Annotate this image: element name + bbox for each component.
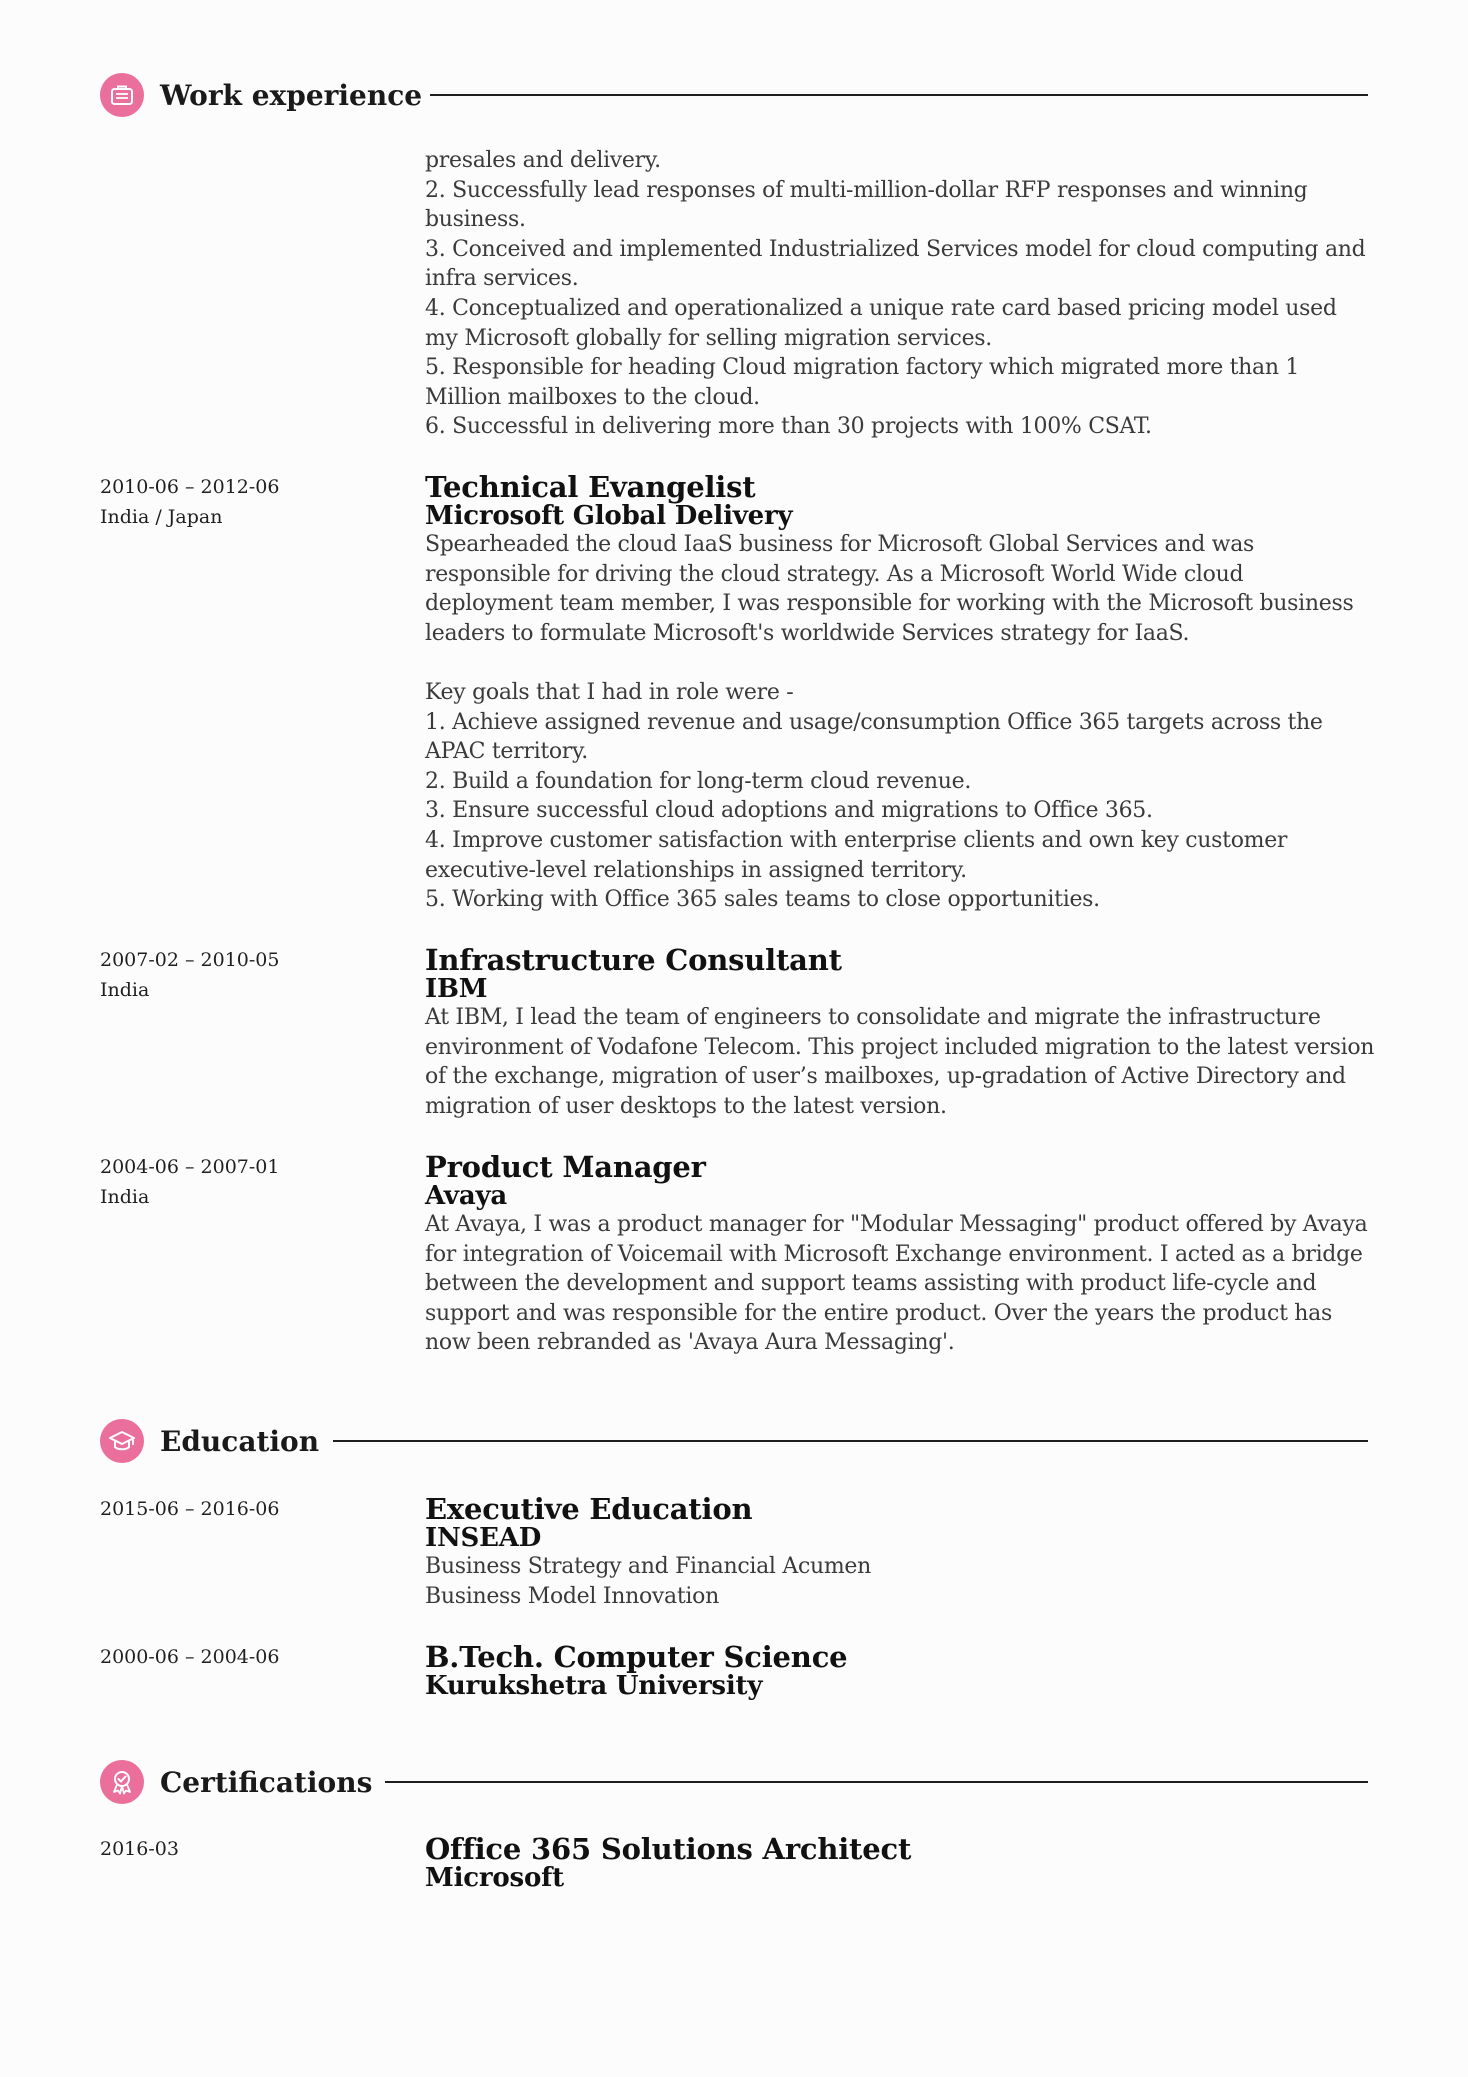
entry-title: Executive Education (425, 1492, 753, 1526)
entry-location: India (100, 1186, 150, 1208)
entry-description: At Avaya, I was a product manager for "Modular Messaging" product offered by Avaya for integration of Voicemail with Microsoft Exchange environment. I acted as a bridge between the development and support teams assisting with product life-cycle and support and was responsible for the entire product. Over the years the product has now been rebranded as 'Avaya Aura Messaging'. (425, 1212, 1368, 1356)
entry-description: At IBM, I lead the team of engineers to consolidate and migrate the infrastructure environment of Vodafone Telecom. This project included migration to the latest version of the exchange, migration of user’s mailboxes, up-gradation of Active Directory and migration of user desktops to the latest version. (425, 1005, 1375, 1119)
entry-location: India (100, 979, 150, 1001)
entry-title: Product Manager (425, 1150, 706, 1184)
certifications-header (100, 1759, 372, 1805)
certificate-icon (100, 1760, 144, 1804)
entry-dates: 2016-03 (100, 1838, 179, 1860)
entry-dates: 2004-06 – 2007-01 (100, 1156, 280, 1178)
section-title: Certifications (160, 1765, 373, 1799)
entry-organization: IBM (425, 974, 488, 1004)
entry-dates: 2000-06 – 2004-06 (100, 1646, 280, 1668)
entry-title: Infrastructure Consultant (425, 943, 842, 977)
work-experience-header (100, 72, 422, 118)
entry-location: India / Japan (100, 506, 223, 528)
section-divider (430, 94, 1368, 96)
entry-dates: 2015-06 – 2016-06 (100, 1498, 280, 1520)
entry-title: Technical Evangelist (425, 470, 756, 504)
section-divider (333, 1440, 1368, 1442)
entry-organization: Microsoft Global Delivery (425, 501, 793, 531)
entry-organization: Microsoft (425, 1863, 564, 1893)
entry-dates: 2007-02 – 2010-05 (100, 949, 280, 971)
graduation-cap-icon (100, 1419, 144, 1463)
section-divider (385, 1781, 1368, 1783)
entry-description: Spearheaded the cloud IaaS business for Microsoft Global Services and was responsible for driving the cloud strategy. As a Microsoft World Wide cloud deployment team member, I was responsible for working with the Microsoft business leaders to formulate Microsoft's worldwide Services strategy for IaaS. Key goals that I had in role were - 1. Achieve assigned revenue and usage/consumption Office 365 targets across the APAC territory. 2. Build a foundation for long-term cloud revenue. 3. Ensure successful cloud adoptions and migrations to Office 365. 4. Improve customer satisfaction with enterprise clients and own key customer executive-level relationships in assigned territory. 5. Working with Office 365 sales teams to close opportunities. (425, 532, 1354, 913)
education-header (100, 1418, 319, 1464)
briefcase-icon (100, 73, 144, 117)
entry-organization: Avaya (425, 1181, 508, 1211)
section-title: Work experience (160, 78, 423, 112)
entry-title: Office 365 Solutions Architect (425, 1832, 912, 1866)
entry-dates: 2010-06 – 2012-06 (100, 476, 280, 498)
entry-organization: Kurukshetra University (425, 1671, 763, 1701)
section-title: Education (160, 1424, 320, 1458)
entry-description: Business Strategy and Financial Acumen Business Model Innovation (425, 1554, 871, 1609)
entry-description: presales and delivery. 2. Successfully lead responses of multi-million-dollar RFP responses and winning business. 3. Conceived and implemented Industrialized Services model for cloud computing and infra services. 4. Conceptualized and operationalized a unique rate card based pricing model used my Microsoft globally for selling migration services. 5. Responsible for heading Cloud migration factory which migrated more than 1 Million mailboxes to the cloud. 6. Successful in delivering more than 30 projects with 100% CSAT. (425, 148, 1366, 440)
entry-title: B.Tech. Computer Science (425, 1640, 848, 1674)
entry-organization: INSEAD (425, 1523, 542, 1553)
